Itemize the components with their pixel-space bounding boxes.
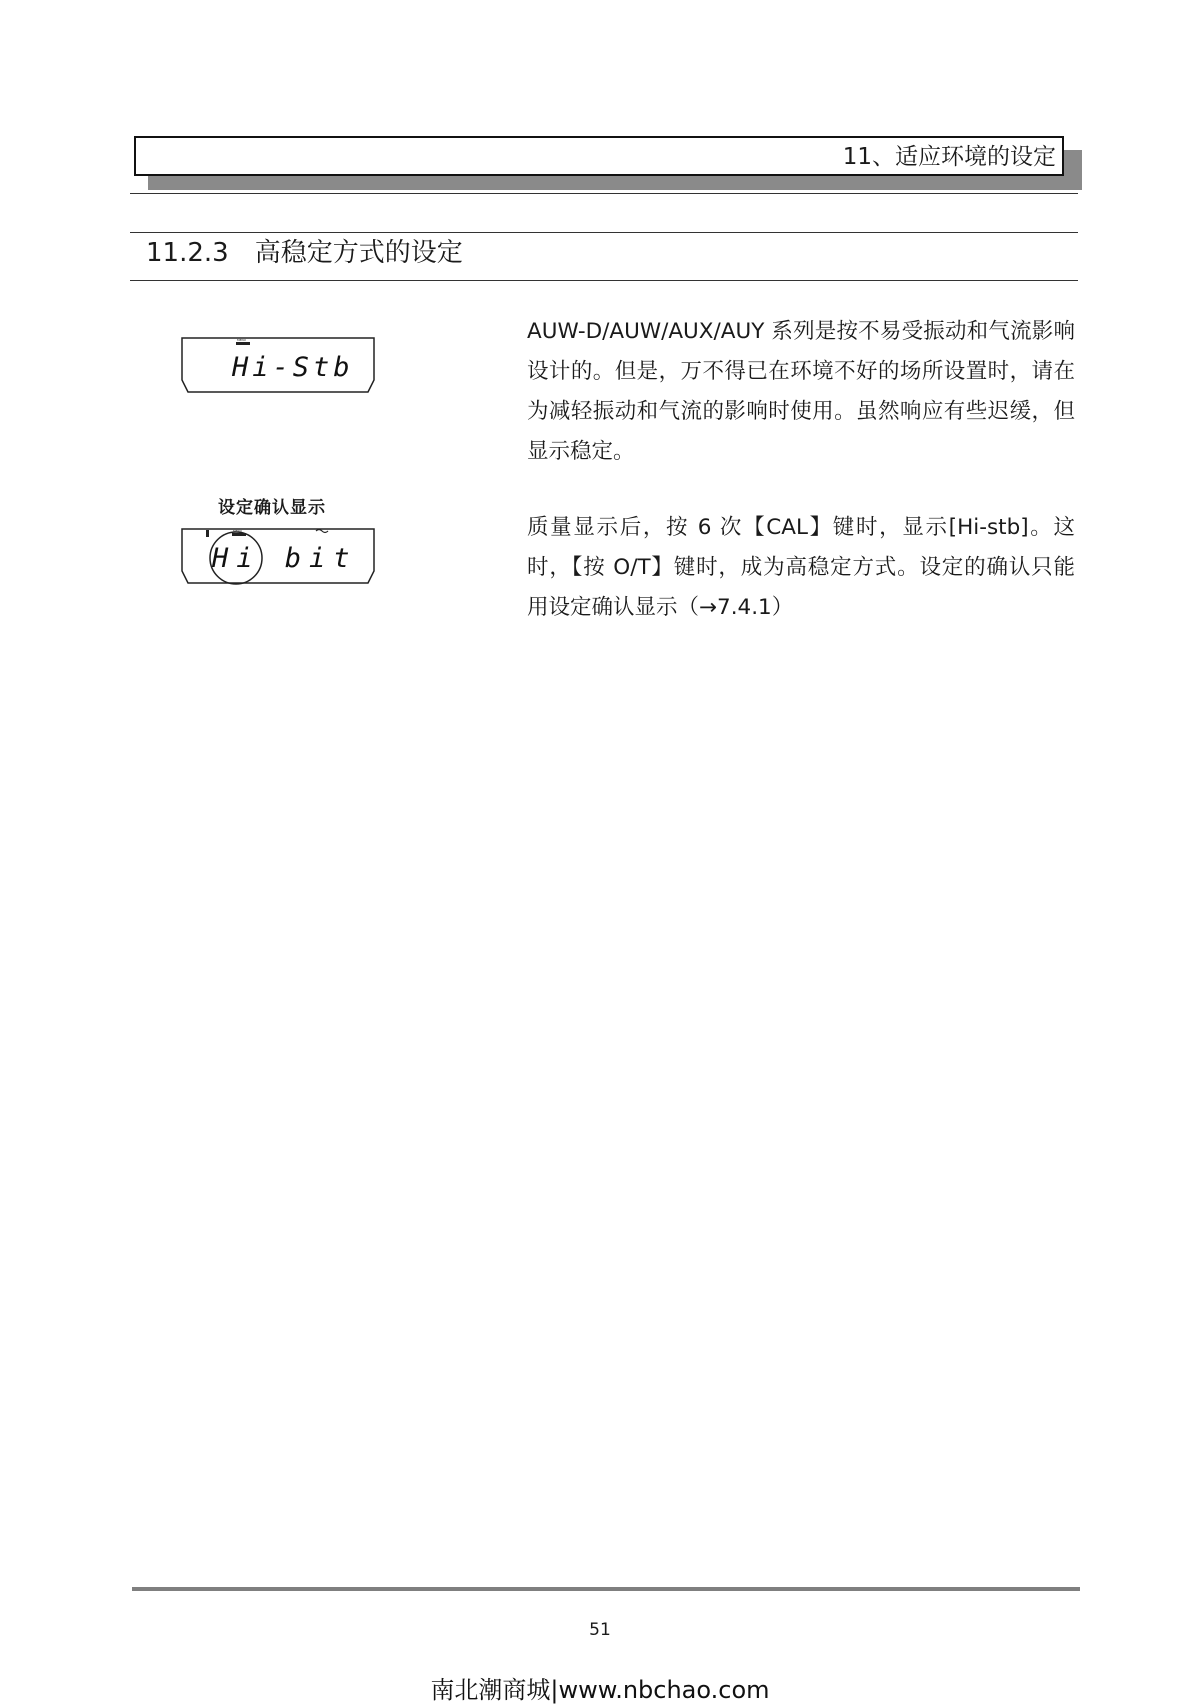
chapter-title: 11、适应环境的设定 bbox=[842, 144, 1056, 170]
section-rule-top bbox=[130, 232, 1078, 233]
section-heading: 11.2.3 高稳定方式的设定 bbox=[146, 238, 463, 268]
section-rule-bottom bbox=[130, 280, 1078, 281]
header-divider bbox=[130, 193, 1078, 194]
lcd-indicator-label: MENU bbox=[233, 529, 242, 533]
page-number: 51 bbox=[589, 1620, 611, 1640]
chapter-header-box bbox=[134, 136, 1064, 176]
lcd-readout: Hi-Stb bbox=[232, 352, 354, 383]
lcd-display-histb bbox=[180, 336, 376, 394]
lcd-display-confirm bbox=[180, 527, 376, 585]
watermark: 南北潮商城|www.nbchao.com bbox=[430, 1676, 770, 1704]
lcd-readout: Hi bit bbox=[212, 543, 358, 574]
lcd-indicator-label: MENU bbox=[237, 338, 246, 342]
body-paragraph-2: 质量显示后，按 6 次【CAL】键时，显示[Hi-stb]。这时，【按 O/T】键时，成为高稳定方式。设定的确认只能用设定确认显示（→7.4.1） bbox=[527, 515, 1075, 620]
menu-indicator-icon bbox=[236, 342, 250, 345]
stability-mark-icon bbox=[206, 530, 209, 537]
confirm-display-caption: 设定确认显示 bbox=[218, 498, 326, 518]
footer-rule bbox=[132, 1587, 1080, 1591]
body-paragraph-1: AUW-D/AUW/AUX/AUY 系列是按不易受振动和气流影响设计的。但是，万不得已在环境不好的场所设置时，请在为减轻振动和气流的影响时使用。虽然响应有些迟缓，但显示稳定。 bbox=[527, 319, 1075, 464]
